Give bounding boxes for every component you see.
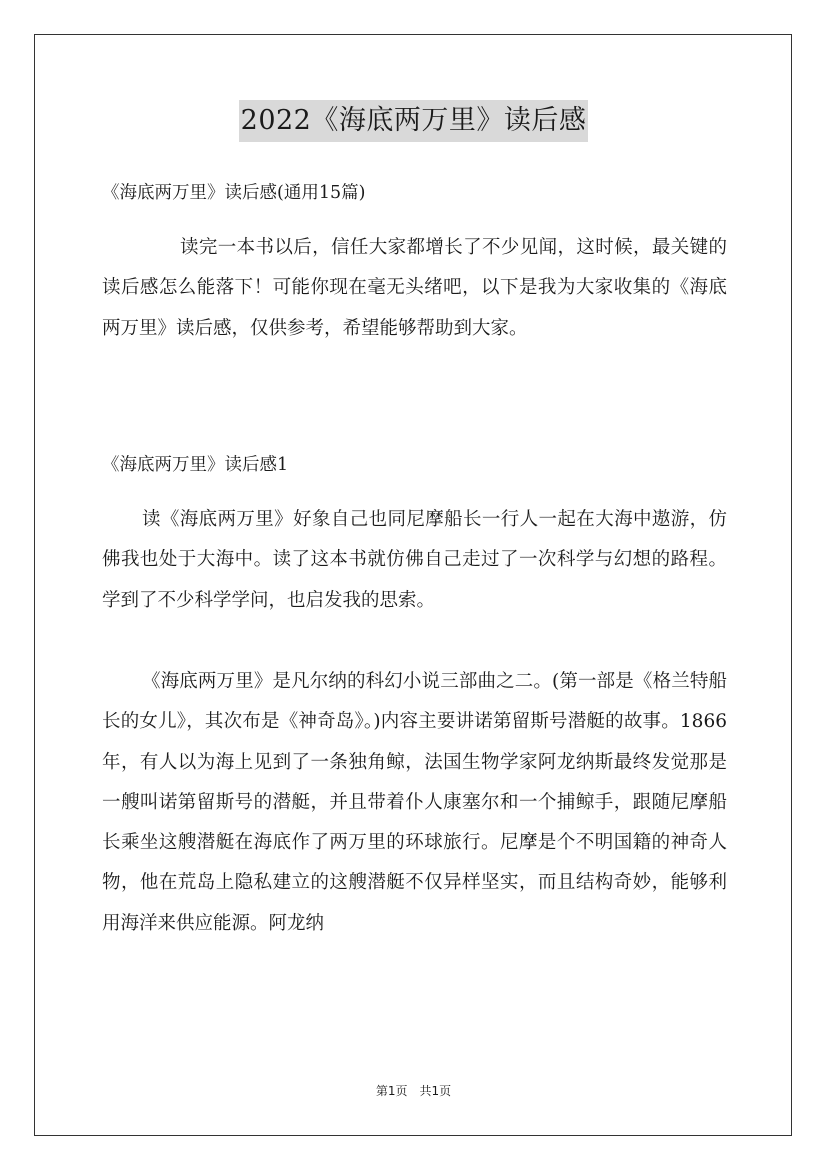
body-paragraph: 《海底两万里》是凡尔纳的科幻小说三部曲之二。(第一部是《格兰特船长的女儿》，其次布是《神奇岛》。)内容主要讲诺第留斯号潜艇的故事。1866年，有人以为海上见到了一条独角鲸，法国生物学家阿龙纳斯最终发觉那是一艘叫诺第留斯号的潜艇，并且带着仆人康塞尔和一个捕鲸手，跟随尼摩船长乘坐这艘潜艇在海底作了两万里的环球旅行。尼摩是个不明国籍的神奇人物，他在荒岛上隐私建立的这艘潜艇不仅异样坚实，而且结构奇妙，能够利用海洋来供应能源。阿龙纳: [102, 671, 727, 934]
page-footer: [0, 1083, 827, 1099]
document-subtitle: 《海底两万里》读后感(通用15篇): [102, 183, 366, 203]
title-container: [0, 100, 827, 142]
document-title: 2022《海底两万里》读后感: [239, 100, 589, 142]
page-number: 第1页: [375, 1084, 408, 1098]
section-heading: 《海底两万里》读后感1: [102, 455, 289, 475]
intro-paragraph: 读完一本书以后，信任大家都增长了不少见闻，这时候，最关键的读后感怎么能落下！可能你现在毫无头绪吧，以下是我为大家收集的《海底两万里》读后感，仅供参考，希望能够帮助到大家。: [102, 237, 727, 339]
body-paragraph: 读《海底两万里》好象自己也同尼摩船长一行人一起在大海中遨游，仿佛我也处于大海中。读了这本书就仿佛自己走过了一次科学与幻想的路程。学到了不少科学学问，也启发我的思索。: [102, 509, 727, 611]
page-total: 共1页: [419, 1084, 452, 1098]
